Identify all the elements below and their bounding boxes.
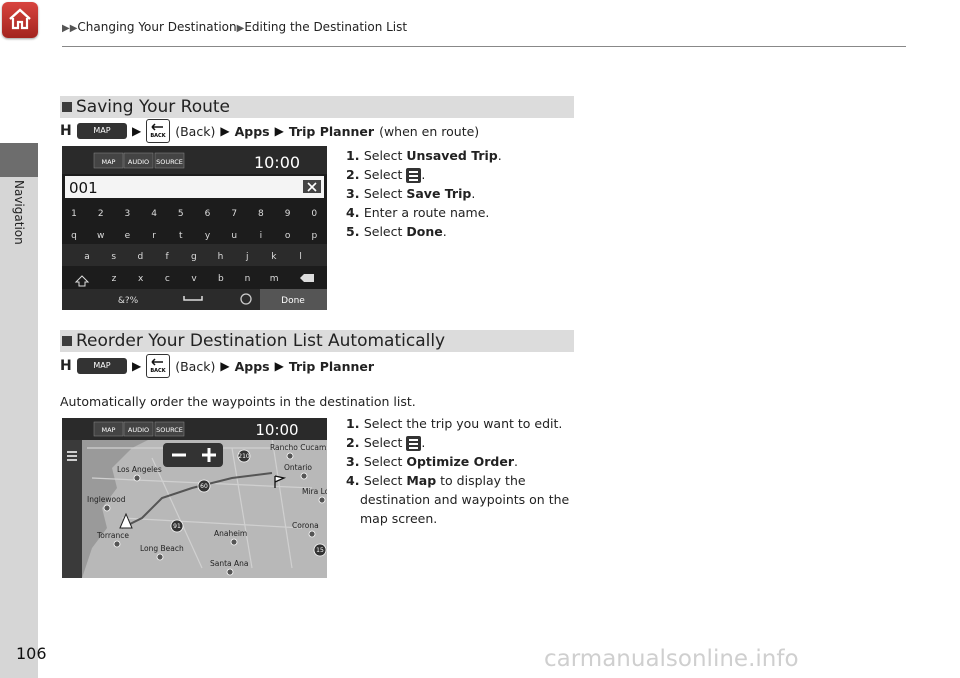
apps-label: Apps — [234, 123, 270, 139]
key-v: v — [191, 274, 197, 284]
map-place-label: Long Beach — [140, 544, 184, 553]
key-j: j — [245, 252, 249, 262]
step-number: 3. — [346, 186, 364, 201]
key-g: g — [190, 252, 197, 262]
key-w: w — [97, 231, 105, 241]
section1-path — [60, 119, 479, 143]
arrow-icon: ▶ — [274, 359, 284, 373]
key-7: 7 — [231, 209, 238, 219]
key-d: d — [137, 252, 144, 262]
menu-icon — [406, 168, 421, 183]
back-button-icon — [146, 119, 170, 143]
tab-source: SOURCE — [156, 426, 183, 434]
reorder-step: destination and waypoints on the — [360, 492, 570, 507]
arrow-icon: ▶ — [220, 359, 230, 373]
key-e: e — [124, 231, 131, 241]
section2-path — [60, 354, 374, 378]
clock-display: 10:00 — [253, 153, 301, 172]
sidebar-tab-marker — [0, 143, 38, 177]
key-q: q — [71, 231, 77, 241]
header-divider — [62, 46, 906, 47]
step-number: 5. — [346, 224, 364, 239]
key-p: p — [311, 231, 318, 241]
step-number: 4. — [346, 473, 364, 488]
key-z: z — [111, 274, 117, 284]
section2-steps — [346, 414, 569, 528]
map-place-label: Los Angeles — [117, 465, 162, 474]
key-o: o — [284, 231, 291, 241]
map-place-label: Inglewood — [87, 495, 126, 504]
map-place-label: Anaheim — [214, 529, 248, 538]
keyboard-screenshot — [62, 146, 327, 310]
key-s: s — [111, 252, 117, 262]
arrow-icon: ▶ — [274, 124, 284, 138]
svg-text:BACK: BACK — [150, 133, 166, 139]
reorder-step: 2. Select . — [346, 435, 426, 450]
breadcrumb-item-2[interactable]: Editing the Destination List — [244, 20, 408, 34]
step-number: 3. — [346, 454, 364, 469]
arrow-icon: ▶ — [132, 359, 142, 373]
highway-number: 210 — [238, 453, 250, 460]
en-route-label: (when en route) — [379, 123, 480, 139]
map-place-label: Mira Lo — [302, 487, 327, 496]
map-place-label: Ontario — [284, 463, 312, 472]
arrow-icon: ▶ — [220, 124, 230, 138]
save-route-step: 1. Select Unsaved Trip. — [346, 148, 502, 163]
home-h-icon: H — [60, 358, 72, 374]
trip-planner-label: Trip Planner — [288, 123, 375, 139]
key-u: u — [231, 231, 238, 241]
reorder-step: 3. Select Optimize Order. — [346, 454, 518, 469]
section-square-icon — [62, 102, 72, 112]
apps-label: Apps — [234, 358, 270, 374]
arrow-icon: ▶ — [132, 124, 142, 138]
step-number: 2. — [346, 167, 364, 182]
key-y: y — [204, 231, 211, 241]
tab-source: SOURCE — [156, 158, 183, 166]
key-k: k — [271, 252, 277, 262]
back-button-icon — [146, 354, 170, 378]
key-i: i — [259, 231, 263, 241]
breadcrumb-arrow-icon: ▶ — [236, 23, 245, 34]
trip-planner-label: Trip Planner — [288, 358, 375, 374]
clock-display: 10:00 — [255, 421, 299, 439]
key-3: 3 — [124, 209, 131, 219]
route-name-input: 001 — [69, 179, 98, 197]
map-place-label: Torrance — [97, 531, 130, 540]
key-t: t — [179, 231, 183, 241]
save-route-step: 5. Select Done. — [346, 224, 447, 239]
key-4: 4 — [151, 209, 157, 219]
step-number: 1. — [346, 416, 364, 431]
section-saving-route-title: Saving Your Route — [60, 96, 574, 118]
home-icon — [8, 7, 32, 31]
svg-text:BACK: BACK — [150, 368, 166, 374]
key-c: c — [164, 274, 170, 284]
section1-steps — [346, 146, 502, 241]
key-0: 0 — [311, 209, 318, 219]
highway-number: 91 — [173, 523, 181, 530]
save-route-step: 4. Enter a route name. — [346, 205, 490, 220]
map-button-icon: MAP — [77, 123, 127, 139]
back-label: (Back) — [175, 123, 216, 139]
section-square-icon — [62, 336, 72, 346]
key-9: 9 — [284, 209, 291, 219]
save-route-step: 3. Select Save Trip. — [346, 186, 476, 201]
map-button-icon: MAP — [77, 358, 127, 374]
map-screenshot — [62, 418, 327, 578]
step-number: 1. — [346, 148, 364, 163]
watermark: carmanualsonline.info — [544, 646, 799, 672]
key-5: 5 — [177, 209, 184, 219]
key-r: r — [152, 231, 156, 241]
home-button[interactable] — [2, 2, 38, 38]
key-8: 8 — [258, 209, 264, 219]
symbols-key: &?% — [117, 296, 139, 306]
step-number: 4. — [346, 205, 364, 220]
key-h: h — [217, 252, 224, 262]
reorder-description: Automatically order the waypoints in the destination list. — [60, 394, 416, 409]
key-a: a — [84, 252, 90, 262]
breadcrumb-item-1[interactable]: Changing Your Destination — [77, 20, 237, 34]
back-label: (Back) — [175, 358, 216, 374]
reorder-step: map screen. — [360, 511, 438, 526]
tab-map: MAP — [101, 426, 116, 434]
tab-audio: AUDIO — [127, 426, 150, 434]
highway-number: 60 — [200, 483, 208, 490]
breadcrumb-arrow-icon: ▶▶ — [62, 23, 78, 34]
home-h-icon: H — [60, 123, 72, 139]
key-l: l — [299, 252, 302, 262]
reorder-step: 4. Select Map to display the — [346, 473, 526, 488]
tab-audio: AUDIO — [127, 158, 150, 166]
menu-icon — [406, 436, 421, 451]
page-number: 106 — [16, 644, 47, 663]
map-place-label: Santa Ana — [210, 559, 249, 568]
key-b: b — [217, 274, 224, 284]
save-route-step: 2. Select . — [346, 167, 426, 182]
key-n: n — [244, 274, 251, 284]
key-f: f — [165, 252, 169, 262]
done-key: Done — [281, 296, 305, 306]
sidebar-label: Navigation — [12, 180, 26, 245]
key-x: x — [138, 274, 144, 284]
key-1: 1 — [71, 209, 77, 219]
key-m: m — [269, 274, 279, 284]
section-reorder-title: Reorder Your Destination List Automatically — [60, 330, 574, 352]
key-6: 6 — [204, 209, 211, 219]
map-place-label: Rancho Cucam — [270, 443, 327, 452]
sidebar — [0, 177, 38, 678]
map-place-label: Corona — [292, 521, 319, 530]
step-number: 2. — [346, 435, 364, 450]
key-2: 2 — [97, 209, 104, 219]
highway-number: 15 — [316, 547, 324, 554]
reorder-step: 1. Select the trip you want to edit. — [346, 416, 563, 431]
tab-map: MAP — [101, 158, 116, 166]
breadcrumb — [62, 20, 407, 34]
